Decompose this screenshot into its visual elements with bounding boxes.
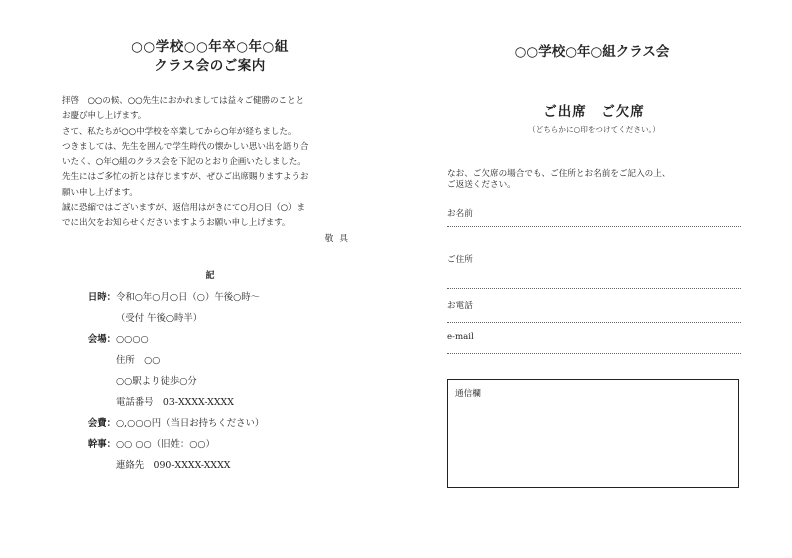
letter-line: 拝啓 ○○の候、○○先生におかれましては益々ご健勝のことと (62, 96, 304, 106)
detail-row-fee (62, 413, 358, 434)
letter-line: さて、私たちが○○中学校を卒業してから○年が経ちました。 (62, 126, 297, 137)
reply-title: ○○学校○年○組クラス会 (514, 44, 670, 60)
ki-heading: 記 (205, 270, 215, 281)
letter-line: お慶び申し上げます。 (62, 111, 147, 122)
detail-value: 令和○年○月○日（○）午後○時～ (116, 291, 261, 303)
detail-label (62, 308, 116, 329)
detail-label (62, 455, 116, 476)
detail-label (62, 371, 116, 392)
detail-value: 電話番号 03-XXXX-XXXX (116, 396, 234, 408)
email-label: e-mail (447, 332, 474, 342)
invitation-title-line-2: クラス会のご案内 (154, 58, 266, 74)
letter-line: いたく、○年○組のクラス会を下記のとおり企画いたしました。 (62, 157, 306, 168)
detail-label: 会費： (87, 417, 116, 429)
letter-line: 誠に恐縮ではございますが、返信用はがきにて○月○日（○）ま (62, 203, 306, 214)
detail-row-venue (62, 329, 358, 350)
attendance-note: （どちらかに○印をつけてください。） (528, 125, 660, 134)
address-label: ご住所 (447, 255, 473, 265)
comment-box[interactable] (447, 379, 739, 488)
letter-line: 先生にはご多忙の折とは存じますが、ぜひご出席賜りますようお (62, 172, 309, 183)
detail-value: ○○駅より徒歩○分 (116, 375, 197, 387)
letter-body (62, 94, 358, 247)
detail-value: （受付 午後○時半） (116, 312, 203, 324)
detail-row-contact (62, 455, 358, 476)
invitation-letter (62, 38, 358, 476)
detail-value: ○,○○○円（当日お持ちください） (116, 417, 265, 429)
detail-row-reception (62, 308, 358, 329)
detail-value: 住所 ○○ (116, 354, 161, 366)
detail-value: ○○○○ (116, 333, 149, 345)
detail-label (62, 350, 116, 371)
detail-label (62, 392, 116, 413)
comment-label: 通信欄 (455, 389, 481, 399)
instruction-line: なお、ご欠席の場合でも、ご住所とお名前をご記入の上、 (447, 169, 671, 179)
letter-line: 願い申し上げます。 (62, 187, 138, 198)
detail-label: 日時： (87, 291, 116, 303)
detail-row-organizer (62, 434, 358, 455)
address-field[interactable] (447, 253, 741, 289)
invitation-title-line-1: ○○学校○○年卒○年○組 (131, 39, 289, 55)
name-label: お名前 (447, 209, 473, 219)
detail-row-address (62, 350, 358, 371)
closing-keigu: 敬具 (324, 233, 354, 244)
detail-row-venue-phone (62, 392, 358, 413)
detail-label: 幹事： (87, 438, 116, 450)
event-details (62, 287, 358, 476)
detail-value: ○○ ○○（旧姓：○○） (116, 438, 215, 450)
reply-instruction (447, 169, 741, 191)
instruction-line: ご返送ください。 (447, 180, 516, 190)
attendance-choice[interactable]: ご出席 ご欠席 (543, 104, 645, 120)
letter-line: でに出欠をお知らせくださいますようお願い申し上げます。 (62, 218, 291, 229)
detail-row-date (62, 287, 358, 308)
invitation-title (62, 38, 358, 76)
detail-value: 連絡先 090-XXXX-XXXX (116, 459, 231, 471)
phone-field[interactable] (447, 299, 741, 323)
name-field[interactable] (447, 207, 741, 227)
letter-line: つきましては、先生を囲んで学生時代の懐かしい思い出を語り合 (62, 141, 309, 152)
phone-label: お電話 (447, 301, 473, 311)
email-field[interactable] (447, 332, 741, 354)
detail-label: 会場： (87, 333, 116, 345)
reply-card (447, 40, 741, 488)
detail-row-access (62, 371, 358, 392)
